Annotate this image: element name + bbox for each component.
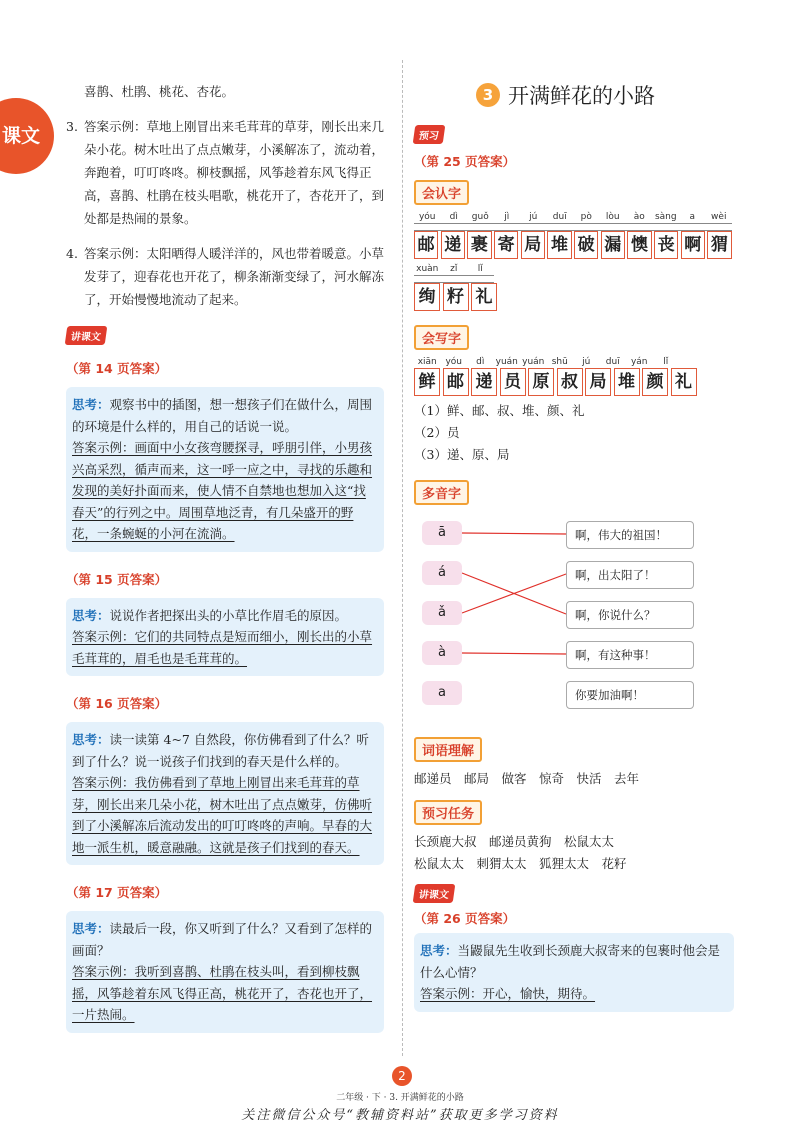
page-answer-heading: （第 25 页答案） <box>414 154 516 169</box>
think-label: 思考： <box>72 607 110 623</box>
answer-item-3 <box>66 115 384 230</box>
vocab-words: 邮递员 邮局 做客 惊奇 快活 去年 <box>414 771 640 786</box>
footer-subtitle: 二年级 · 下 · 3. 开满鲜花的小路 <box>336 1093 464 1103</box>
char-cell: 裹 <box>467 231 491 259</box>
match-line <box>462 653 566 654</box>
char-cell: 局 <box>521 231 545 259</box>
lesson-number: 3 <box>476 83 500 107</box>
vocab-tag: 词语理解 <box>414 737 482 762</box>
item-number: 4. <box>66 246 78 261</box>
pinyin: zǐ <box>450 264 458 274</box>
item-text: 答案示例：草地上刚冒出来毛茸茸的草芽，刚长出来几朵小花。树木吐出了点点嫩芽，小溪解冻了，流动着，奔跑着，叮叮咚咚。柳枝飘摇，风筝趁着东风飞得正高，喜鹊、杜鹃在枝头唱歌，桃花开了，杏花开了，到处都是热闹的景象。 <box>84 119 385 226</box>
char-cell: 籽 <box>443 283 469 311</box>
item-number: 3. <box>66 119 78 134</box>
polyphone-sentence: 你要加油啊！ <box>566 681 694 709</box>
pinyin: guǒ <box>471 212 489 222</box>
char-cell: 寄 <box>494 231 518 259</box>
pinyin-row <box>414 263 734 275</box>
think-box <box>414 933 734 1012</box>
think-text: 说说作者把探出头的小草比作眉毛的原因。 <box>109 607 348 623</box>
polyphone-sentence: 啊，出太阳了！ <box>566 561 694 589</box>
char-cell: 礼 <box>471 283 497 311</box>
think-label: 思考： <box>72 397 110 412</box>
char-cell: 破 <box>574 231 598 259</box>
page-answer-heading: （第 26 页答案） <box>414 911 516 926</box>
lesson-side-tab: 课文 <box>0 98 54 174</box>
task-tag: 预习任务 <box>414 800 482 825</box>
answer-label: 答案示例： <box>72 964 135 979</box>
polyphone-pinyin: ā <box>422 521 462 545</box>
char-cell: 丧 <box>654 231 678 259</box>
answer-label: 答案示例： <box>72 775 135 790</box>
answer-text: 它们的共同特点是短而细小，刚长出的小草毛茸茸的，眉毛也是毛茸茸的。 <box>72 629 373 666</box>
pinyin: xiān <box>417 357 437 367</box>
char-cell: 漏 <box>601 231 625 259</box>
polyphone-sentence: 啊，有这种事！ <box>566 641 694 669</box>
polyphone-pinyin: à <box>422 641 462 665</box>
char-cell: 叔 <box>557 368 583 396</box>
task-line: 长颈鹿大叔 邮递员黄狗 松鼠太太 <box>414 834 615 849</box>
pinyin: lòu <box>605 212 620 222</box>
pinyin: xuàn <box>416 264 439 274</box>
think-box <box>66 387 384 552</box>
pinyin: yuán <box>495 357 518 367</box>
pinyin: yóu <box>418 212 436 222</box>
polyphone-pinyin: ǎ <box>422 601 462 625</box>
pinyin: dì <box>476 357 485 367</box>
pinyin-lines <box>414 275 494 283</box>
write-chars-tag: 会写字 <box>414 325 469 350</box>
think-box <box>66 722 384 865</box>
pinyin: sàng <box>654 212 677 222</box>
pinyin-lines <box>414 223 732 231</box>
recognize-chars-tag: 会认字 <box>414 180 469 205</box>
page-answer-heading: （第 14 页答案） <box>66 361 168 376</box>
lesson-title: 开满鲜花的小路 <box>508 84 655 108</box>
task-line: 松鼠太太 刺猬太太 狐狸太太 花籽 <box>414 856 627 871</box>
think-label: 思考： <box>72 921 110 936</box>
think-text: 读最后一段，你又听到了什么？又看到了怎样的画面？ <box>72 921 373 958</box>
char-cell: 邮 <box>443 368 469 396</box>
polyphone-pinyin: á <box>422 561 462 585</box>
pinyin: pò <box>580 212 592 222</box>
page-number: 2 <box>392 1066 412 1086</box>
char-cell: 局 <box>585 368 611 396</box>
char-cell: 啊 <box>681 231 705 259</box>
pinyin: dì <box>449 212 458 222</box>
lesson-title-row <box>476 80 734 110</box>
polyphone-sentence: 啊，伟大的祖国！ <box>566 521 694 549</box>
column-divider <box>402 60 403 1056</box>
char-cell: 原 <box>528 368 554 396</box>
polyphone-sentence: 啊，你说什么？ <box>566 601 694 629</box>
char-cell: 懊 <box>627 231 651 259</box>
pinyin: shū <box>551 357 568 367</box>
char-row <box>414 231 734 259</box>
section-15 <box>66 570 384 677</box>
char-row <box>414 283 734 311</box>
char-cell: 礼 <box>671 368 697 396</box>
char-cell: 猬 <box>707 231 731 259</box>
right-column <box>414 80 734 1012</box>
pinyin-row <box>414 211 734 223</box>
char-cell: 绚 <box>414 283 440 311</box>
preview-badge: 预习 <box>413 125 446 144</box>
char-cell: 邮 <box>414 231 438 259</box>
pinyin: a <box>689 212 695 222</box>
answer-text: 我仿佛看到了草地上刚冒出来毛茸茸的草芽，刚长出来几朵小花，树木吐出了点点嫩芽，仿佛听到了小溪解冻后流动发出的叮叮咚咚的声响。早春的大地一派生机，暖意融融。这就是孩子们找到的春天。 <box>72 775 373 855</box>
pinyin: yán <box>630 357 648 367</box>
polyphone-matching <box>414 515 734 725</box>
match-line <box>462 533 566 534</box>
page-answer-heading: （第 16 页答案） <box>66 696 168 711</box>
char-cell: 鲜 <box>414 368 440 396</box>
pinyin-row <box>414 356 734 368</box>
write-list-item: （1）鲜、邮、叔、堆、颜、礼 <box>414 403 585 418</box>
match-line <box>462 574 566 613</box>
write-list-item: （3）递、原、局 <box>414 447 510 462</box>
write-list-item: （2）员 <box>414 425 460 440</box>
polyphone-pinyin: a <box>422 681 462 705</box>
answer-label: 答案示例： <box>420 986 483 1001</box>
section-14 <box>66 359 384 552</box>
item-text: 答案示例：太阳晒得人暖洋洋的，风也带着暖意。小草发芽了，迎春花也开花了，柳条渐渐变绿了，河水解冻了，开始慢慢地流动了起来。 <box>84 246 385 307</box>
think-text: 观察书中的插图，想一想孩子们在做什么，周围的环境是什么样的，用自己的话说一说。 <box>72 397 373 434</box>
pinyin: jú <box>529 212 538 222</box>
answer-text: 我听到喜鹊、杜鹃在枝头叫，看到柳枝飘摇，风筝趁着东风飞得正高，桃花开了，杏花也开了，一片热闹。 <box>72 964 373 1022</box>
char-row <box>414 368 734 396</box>
footer-notice: 关注微信公众号“教辅资料站”获取更多学习资料 <box>241 1108 559 1123</box>
pinyin: yuán <box>522 357 545 367</box>
answer-label: 答案示例： <box>72 629 135 644</box>
pinyin: lǐ <box>663 357 669 367</box>
think-box <box>66 911 384 1033</box>
char-cell: 颜 <box>642 368 668 396</box>
pinyin: jì <box>504 212 510 222</box>
char-cell: 员 <box>500 368 526 396</box>
think-text: 当鼹鼠先生收到长颈鹿大叔寄来的包裹时他会是什么心情？ <box>420 943 721 980</box>
char-cell: 堆 <box>614 368 640 396</box>
pinyin: wèi <box>711 212 727 222</box>
pinyin: duī <box>552 212 567 222</box>
think-label: 思考： <box>420 943 458 958</box>
polyphone-tag: 多音字 <box>414 480 469 505</box>
pinyin: lǐ <box>477 264 483 274</box>
char-cell: 递 <box>471 368 497 396</box>
char-cell: 递 <box>441 231 465 259</box>
think-text: 读一读第 4~7 自然段，你仿佛看到了什么？听到了什么？说一说孩子们找到的春天是什么样的。 <box>72 732 369 769</box>
think-box <box>66 598 384 677</box>
answer-line: 喜鹊、杜鹃、桃花、杏花。 <box>84 84 235 99</box>
page-answer-heading: （第 17 页答案） <box>66 885 168 900</box>
pinyin: yóu <box>445 357 463 367</box>
answer-label: 答案示例： <box>72 440 135 455</box>
pinyin: jú <box>582 357 591 367</box>
answer-item-4 <box>66 242 384 311</box>
char-cell: 堆 <box>547 231 571 259</box>
section-16 <box>66 694 384 865</box>
lesson-badge: 讲课文 <box>413 884 456 903</box>
section-17 <box>66 883 384 1033</box>
pinyin: ào <box>633 212 645 222</box>
left-column <box>66 80 384 1033</box>
pinyin: duī <box>605 357 620 367</box>
page-answer-heading: （第 15 页答案） <box>66 571 168 587</box>
answer-text: 开心，愉快，期待。 <box>482 986 596 1001</box>
answer-text: 画面中小女孩弯腰探寻，呼朋引伴，小男孩兴高采烈，循声而来，这一呼一应之中，寻找的乐趣和发现的美好扑面而来，使人情不自禁地也想加入这“找春天”的行列之中。周围草地泛青，有几朵盛开的野花，一条蜿蜒的小河在流淌。 <box>72 440 373 541</box>
lesson-badge: 讲课文 <box>65 326 108 345</box>
think-label: 思考： <box>72 732 110 747</box>
write-list <box>414 400 734 466</box>
